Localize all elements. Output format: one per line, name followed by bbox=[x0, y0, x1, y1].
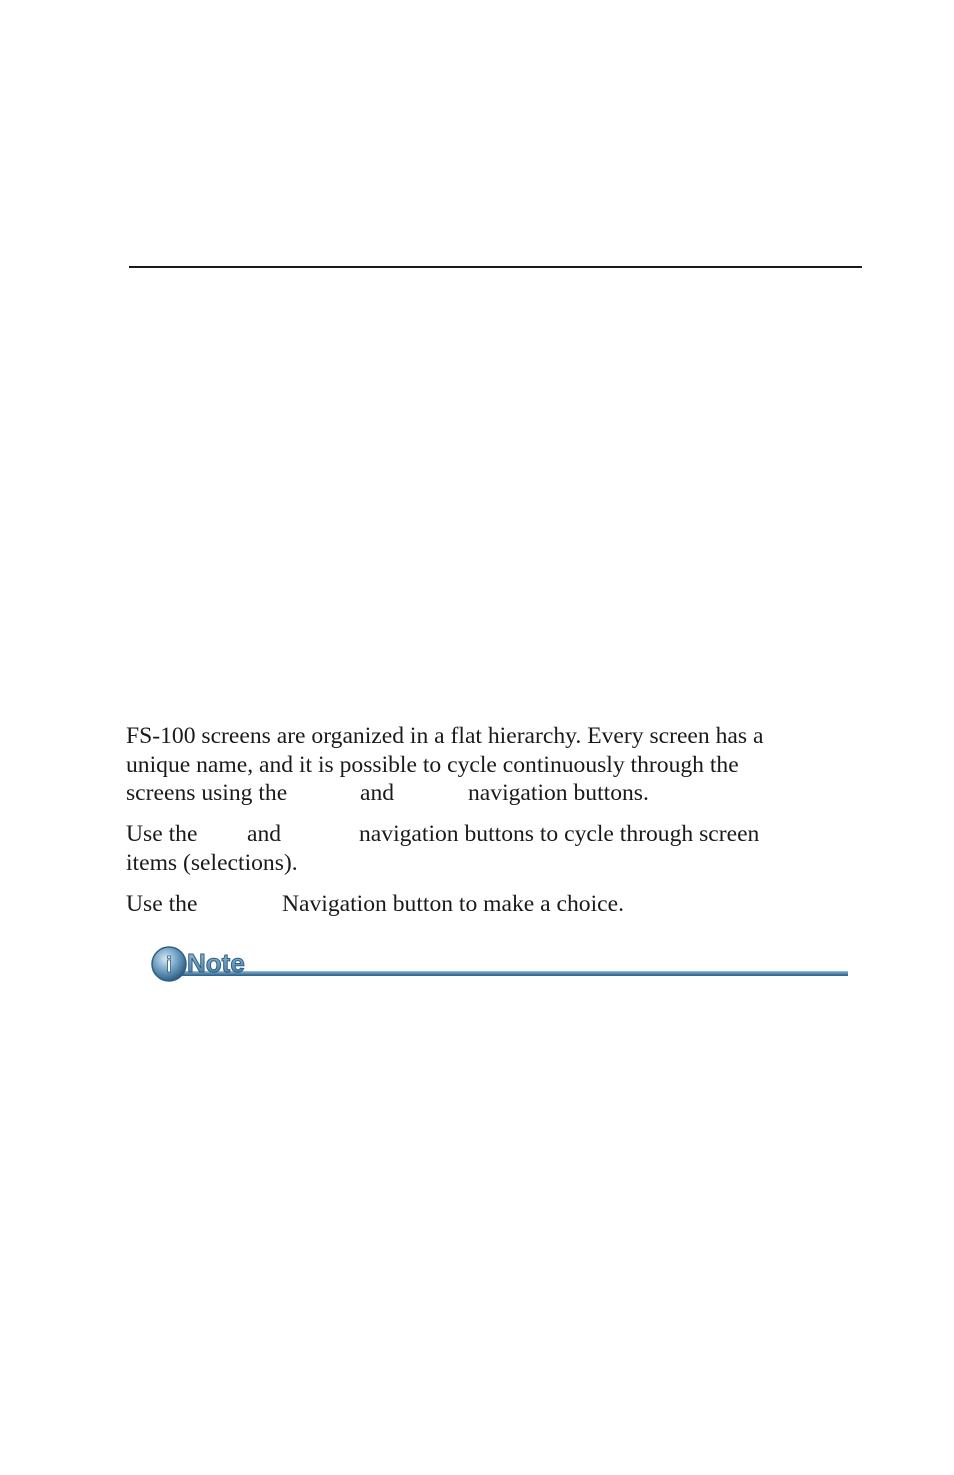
note-banner-graphic bbox=[150, 943, 850, 987]
note-banner bbox=[150, 943, 850, 987]
info-icon-letter: i bbox=[165, 952, 173, 977]
text-segment: Navigation button to make a choice. bbox=[282, 891, 625, 917]
text-line-with-gaps bbox=[126, 890, 856, 919]
paragraph-make-choice bbox=[126, 890, 856, 919]
text-segment: Use the bbox=[126, 891, 198, 917]
text-line-with-gaps bbox=[126, 779, 856, 808]
header-rule bbox=[129, 266, 862, 268]
note-underline-bar bbox=[164, 971, 848, 976]
paragraph-cycle-items bbox=[126, 820, 856, 877]
info-icon bbox=[152, 947, 186, 981]
text-line: items (selections). bbox=[126, 849, 298, 876]
text-line: unique name, and it is possible to cycle continuously through the bbox=[126, 751, 739, 778]
paragraph-screen-hierarchy bbox=[126, 722, 856, 808]
text-line-with-gaps bbox=[126, 820, 856, 849]
text-segment: and bbox=[247, 821, 282, 847]
text-segment: and bbox=[360, 780, 395, 806]
text-segment: navigation buttons to cycle through screen bbox=[359, 821, 760, 847]
text-line: FS-100 screens are organized in a flat hierarchy. Every screen has a bbox=[126, 723, 764, 749]
text-segment: navigation buttons. bbox=[468, 780, 649, 806]
note-label: Note bbox=[187, 948, 245, 978]
text-segment: screens using the bbox=[126, 780, 288, 806]
text-segment: Use the bbox=[126, 821, 198, 847]
